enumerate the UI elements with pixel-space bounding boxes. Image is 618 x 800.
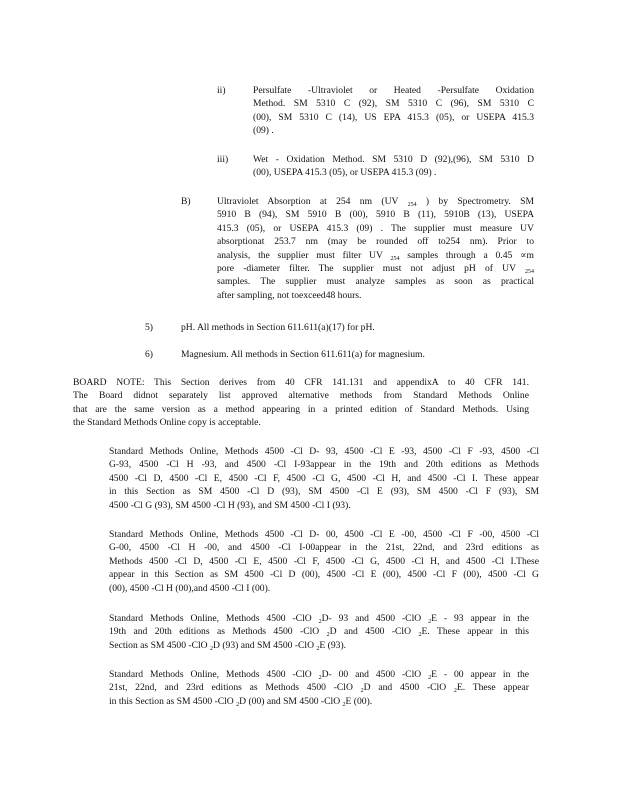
line: 21st, 22nd, and 23rd editions as Methods 4500 -ClO $_2$D and 4500 -ClO $_2$E. These appear [109,682,530,695]
item-label-ii: ii) [217,85,226,96]
line: (00), SM 5310 C (14), US EPA 415.3 (05), or USEPA 415.3 [253,111,534,123]
line: Persulfate -Ultraviolet or Heated -Persulfate Oxidation [253,85,534,96]
line: Standard Methods Online, Methods 4500 -ClO $_2$D- 00 and 4500 -ClO $_2$E - 00 appear in the [109,669,530,681]
line: 19th and 20th editions as Methods 4500 -ClO $_2$D and 4500 -ClO $_2$E. These appear in this [109,626,529,639]
item-6-text [181,348,541,361]
standard-methods-paragraph-3 [109,612,529,652]
line: 5910 B (94), SM 5910 B (00), 5910 B (11), 5910B (13), USEPA [217,209,534,221]
line: Standard Methods Online, Methods 4500 -Cl D- 93, 4500 -Cl E -93, 4500 -Cl F -93, 4500 -Cl [109,446,539,457]
item-label-6: 6) [145,349,153,360]
line: pH. All methods in Section 611.611(a)(17) for pH. [181,322,375,333]
line: Section as SM 4500 -ClO $_2$D (93) and SM 4500 -ClO $_2$E (93). [109,639,347,652]
line: pore -diameter filter. The supplier must not adjust pH of UV $_{254}$ [217,263,534,276]
line: Method. SM 5310 C (92), SM 5310 C (96), SM 5310 C [253,98,534,110]
board-note [73,376,529,430]
item-5-text [181,321,541,334]
item-B-text [217,195,534,302]
item-label-5: 5) [145,322,153,333]
line: 4500 -Cl G (93), SM 4500 -Cl H (93), and SM 4500 -Cl I (93). [109,499,351,511]
line: G-93, 4500 -Cl H -93, and 4500 -Cl I-93appear in the 19th and 20th editions as Methods [109,459,539,471]
line: Methods 4500 -Cl D, 4500 -Cl E, 4500 -Cl F, 4500 -Cl G, 4500 -Cl H, and 4500 -Cl I.These [109,555,539,567]
item-iii-text [253,153,534,180]
line: G-00, 4500 -Cl H -00, and 4500 -Cl I-00appear in the 21st, 22nd, and 23rd editions as [109,542,539,554]
line: Standard Methods Online, Methods 4500 -ClO $_2$D- 93 and 4500 -ClO $_2$E - 93 appear in the [109,613,530,625]
line: Wet - Oxidation Method. SM 5310 D (92),(96), SM 5310 D [253,154,534,165]
line: Magnesium. All methods in Section 611.611(a) for magnesium. [181,349,425,360]
line: BOARD NOTE: This Section derives from 40 CFR 141.131 and appendixA to 40 CFR 141. [73,377,529,388]
standard-methods-paragraph-2 [109,528,539,595]
line: after sampling, not toexceed48 hours. [217,289,362,301]
line: The Board didnot separately list approved alternative methods from Standard Methods Online [73,390,529,402]
item-ii-text [253,84,534,138]
line: in this Section as SM 4500 -ClO $_2$D (00) and SM 4500 -ClO $_2$E (00). [109,695,373,708]
line: Standard Methods Online, Methods 4500 -Cl D- 00, 4500 -Cl E -00, 4500 -Cl F -00, 4500 -Cl [109,529,539,540]
line: 4500 -Cl D, 4500 -Cl E, 4500 -Cl F, 4500 -Cl G, 4500 -Cl H, and 4500 -Cl I. These appear [109,472,539,484]
line: samples. The supplier must analyze samples as soon as practical [217,276,534,288]
line: the Standard Methods Online copy is acceptable. [73,417,261,429]
standard-methods-paragraph-1 [109,445,539,512]
line: absorptionat 253.7 nm (may be rounded off to254 nm). Prior to [217,236,534,248]
line: that are the same version as a method appearing in a printed edition of Standard Methods. Using [73,403,529,415]
line: (00), USEPA 415.3 (05), or USEPA 415.3 (09) . [253,167,437,179]
item-label-B: B) [181,196,191,207]
line: (09) . [253,125,274,137]
line: (00), 4500 -Cl H (00),and 4500 -Cl I (00). [109,582,271,594]
line: 415.3 (05), or USEPA 415.3 (09) . The supplier must measure UV [217,222,534,234]
item-label-iii: iii) [217,154,229,165]
line: Ultraviolet Absorption at 254 nm (UV $_{254}$ ) by Spectrometry. SM [217,196,534,208]
line: appear in this Section as SM 4500 -Cl D (00), 4500 -Cl E (00), 4500 -Cl F (00), 4500 -Cl G [109,569,539,581]
line: analysis, the supplier must filter UV $_{254}$ samples through a 0.45 ∝m [217,249,535,262]
line: in this Section as SM 4500 -Cl D (93), SM 4500 -Cl E (93), SM 4500 -Cl F (93), SM [109,486,539,498]
standard-methods-paragraph-4 [109,668,529,708]
